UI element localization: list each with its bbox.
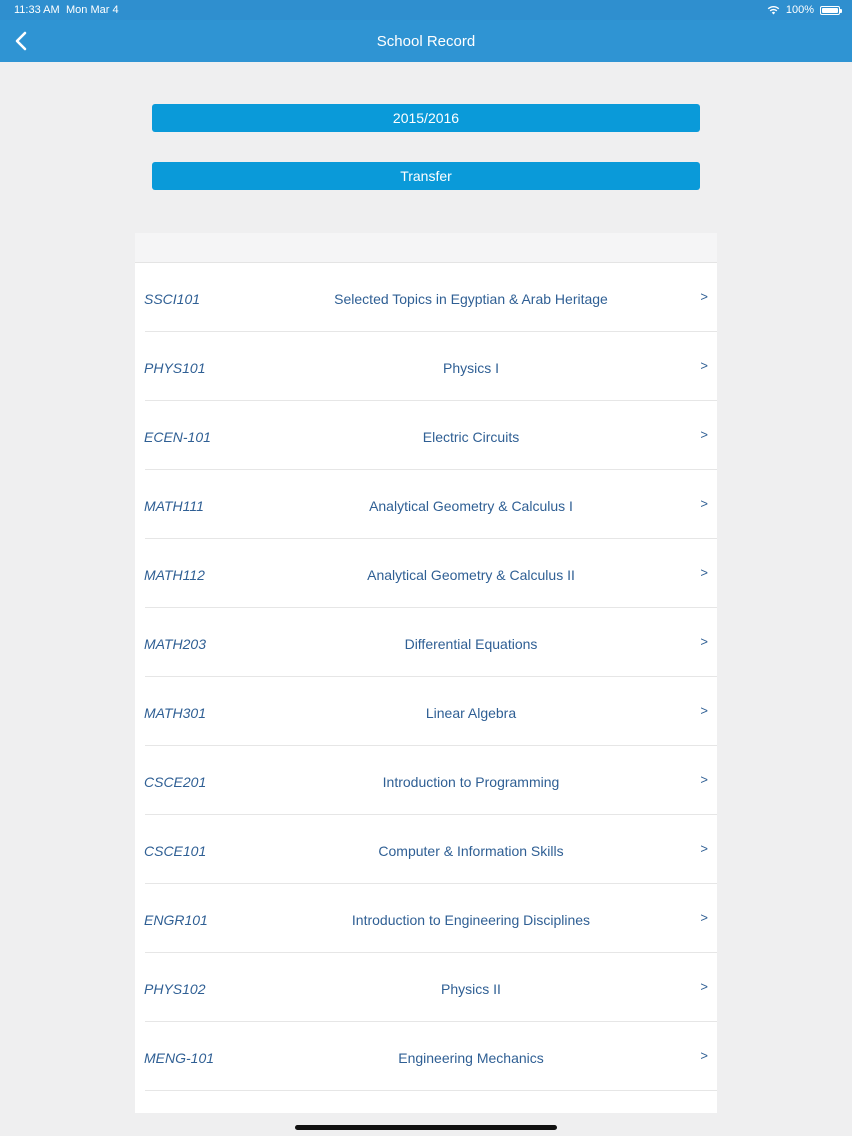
course-row[interactable] — [135, 470, 717, 539]
wifi-icon — [767, 5, 780, 15]
course-code: CSCE201 — [144, 774, 207, 790]
course-name: Computer & Information Skills — [378, 843, 564, 859]
course-name: Introduction to Engineering Disciplines — [351, 912, 591, 928]
course-code: PHYS101 — [144, 360, 206, 376]
course-list — [135, 233, 717, 1113]
course-name: Physics I — [442, 360, 499, 376]
course-code: ENGR101 — [144, 912, 208, 928]
chevron-right-icon: > — [700, 772, 708, 787]
course-row[interactable] — [135, 539, 717, 608]
course-code: MATH112 — [144, 567, 205, 583]
transfer-button[interactable]: Transfer — [152, 162, 700, 190]
course-code: MENG-101 — [144, 1050, 215, 1066]
course-code: SSCI101 — [144, 291, 201, 307]
chevron-right-icon: > — [700, 289, 708, 304]
course-name: Introduction to Programming — [382, 774, 560, 790]
chevron-right-icon: > — [700, 1048, 708, 1063]
course-row[interactable] — [135, 332, 717, 401]
navigation-bar — [0, 20, 852, 62]
battery-percent: 100% — [785, 4, 814, 16]
chevron-right-icon: > — [700, 427, 708, 442]
course-name: Linear Algebra — [425, 705, 517, 721]
course-row[interactable] — [135, 746, 717, 815]
battery-icon — [820, 6, 840, 15]
course-code: ECEN-101 — [144, 429, 211, 445]
chevron-right-icon: > — [700, 565, 708, 580]
home-indicator[interactable] — [295, 1125, 557, 1130]
course-row[interactable] — [135, 677, 717, 746]
course-name: Differential Equations — [404, 636, 538, 652]
status-indicators — [767, 4, 840, 16]
course-row[interactable] — [135, 815, 717, 884]
course-code: MATH203 — [144, 636, 206, 652]
course-name: Analytical Geometry & Calculus I — [369, 498, 573, 514]
chevron-right-icon: > — [700, 703, 708, 718]
academic-year-button[interactable]: 2015/2016 — [152, 104, 700, 132]
course-row[interactable] — [135, 401, 717, 470]
chevron-right-icon: > — [700, 979, 708, 994]
status-time: 11:33 AM — [14, 4, 60, 16]
course-code: CSCE101 — [144, 843, 207, 859]
course-row[interactable] — [135, 263, 717, 332]
page-title: School Record — [376, 33, 476, 50]
course-row[interactable] — [135, 953, 717, 1022]
course-code: MATH301 — [144, 705, 206, 721]
course-row[interactable] — [135, 608, 717, 677]
chevron-right-icon: > — [700, 496, 708, 511]
course-row[interactable] — [135, 1022, 717, 1091]
status-bar — [0, 0, 852, 20]
chevron-right-icon: > — [700, 634, 708, 649]
course-code: PHYS102 — [144, 981, 206, 997]
chevron-right-icon: > — [700, 841, 708, 856]
course-name: Analytical Geometry & Calculus II — [367, 567, 575, 583]
course-row[interactable] — [135, 884, 717, 953]
course-code: MATH111 — [144, 498, 204, 514]
chevron-right-icon: > — [700, 910, 708, 925]
course-name: Electric Circuits — [422, 429, 520, 445]
course-name: Engineering Mechanics — [398, 1050, 544, 1066]
chevron-right-icon: > — [700, 358, 708, 373]
status-date: Mon Mar 4 — [66, 4, 119, 16]
course-name: Physics II — [441, 981, 501, 997]
course-name: Selected Topics in Egyptian & Arab Heritage — [334, 291, 608, 307]
list-header — [135, 233, 717, 263]
